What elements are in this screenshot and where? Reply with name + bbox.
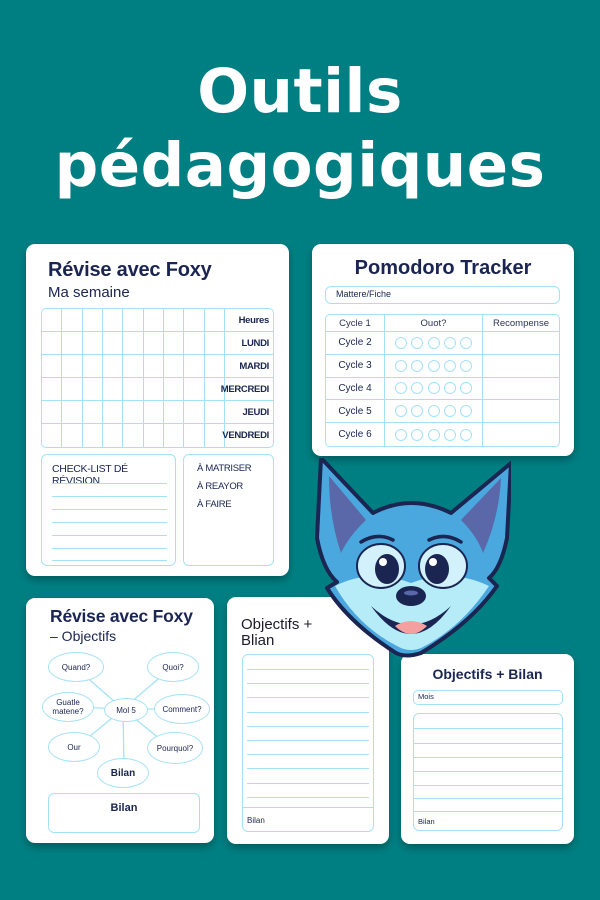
mind-map-node[interactable]: Pourquol? (147, 732, 203, 764)
mind-map-center[interactable]: Mol 5 (104, 698, 148, 722)
checklist-label: CHECK-LIST DÉ RÉVISION (52, 463, 128, 487)
mind-map (38, 646, 208, 791)
pomodoro-circle-icon[interactable] (395, 360, 407, 372)
pomodoro-circle-icon[interactable] (411, 429, 423, 441)
priority-list[interactable] (183, 454, 274, 566)
pomodoro-circle-icon[interactable] (460, 337, 472, 349)
mind-map-node[interactable]: Guatle matene? (42, 692, 94, 722)
reward-cell[interactable] (483, 355, 559, 378)
pomodoro-circle-icon[interactable] (428, 382, 440, 394)
card-title: Révise avec Foxy (50, 606, 193, 626)
objectives-monthly-card (401, 654, 574, 844)
pomodoro-circle-icon[interactable] (428, 337, 440, 349)
bilan-box[interactable] (48, 793, 200, 833)
title-line-1: Outils (197, 56, 403, 127)
pomodoro-circle-icon[interactable] (444, 405, 456, 417)
notes-area[interactable] (242, 654, 374, 832)
row-label: JEUDI (225, 401, 273, 424)
pomodoro-dots[interactable] (385, 423, 483, 446)
pomodoro-circle-icon[interactable] (460, 405, 472, 417)
checklist-line (52, 522, 167, 523)
weekly-planner-card (26, 244, 289, 576)
pomodoro-circle-icon[interactable] (411, 405, 423, 417)
checklist-line (52, 509, 167, 510)
row-label: MARDI (225, 355, 273, 378)
pomodoro-circle-icon[interactable] (428, 429, 440, 441)
fox-mascot-icon (311, 458, 511, 658)
pomodoro-circle-icon[interactable] (460, 360, 472, 372)
pomodoro-circle-icon[interactable] (411, 360, 423, 372)
notes-area[interactable] (413, 713, 563, 831)
card-title: Révise avec Foxy (48, 259, 212, 281)
pomodoro-circle-icon[interactable] (444, 360, 456, 372)
column-header: Ouot? (385, 315, 483, 332)
bilan-label: Bilan (247, 816, 265, 825)
reward-cell[interactable] (483, 378, 559, 401)
card-title: Objectifs + Bilan (432, 666, 543, 682)
objectives-mindmap-card (26, 598, 214, 843)
pomodoro-circle-icon[interactable] (395, 429, 407, 441)
checklist-line (52, 560, 167, 561)
reward-cell[interactable] (483, 423, 559, 446)
pomodoro-circle-icon[interactable] (411, 337, 423, 349)
row-label: LUNDI (225, 332, 273, 355)
pomodoro-dots[interactable] (385, 378, 483, 401)
bilan-label: Bilan (418, 817, 435, 826)
card-subtitle: – Objectifs (50, 628, 117, 644)
pomodoro-circle-icon[interactable] (395, 405, 407, 417)
pomodoro-circle-icon[interactable] (444, 429, 456, 441)
pomodoro-circle-icon[interactable] (460, 429, 472, 441)
card-title: Objectifs + Blian (241, 616, 313, 649)
pomodoro-circle-icon[interactable] (428, 360, 440, 372)
mind-map-node[interactable]: Our (48, 732, 100, 762)
pomodoro-circle-icon[interactable] (411, 382, 423, 394)
month-field[interactable]: Mois (413, 690, 563, 705)
pomodoro-circle-icon[interactable] (395, 382, 407, 394)
pomodoro-circle-icon[interactable] (428, 405, 440, 417)
card-title: Pomodoro Tracker (354, 257, 532, 279)
row-label: Heures (225, 309, 273, 332)
checklist-line (52, 496, 167, 497)
pomodoro-dots[interactable] (385, 355, 483, 378)
mind-map-node[interactable]: Quand? (48, 652, 104, 682)
pomodoro-circle-icon[interactable] (460, 382, 472, 394)
bilan-label: Bilan (110, 802, 138, 814)
card-subtitle: Ma semaine (48, 284, 130, 301)
row-label: MERCREDI (225, 378, 273, 401)
pomodoro-dots[interactable] (385, 332, 483, 355)
column-header: Cycle 1 (326, 315, 385, 332)
pomodoro-circle-icon[interactable] (395, 337, 407, 349)
reward-cell[interactable] (483, 400, 559, 423)
checklist-line (52, 483, 167, 484)
weekly-schedule-grid[interactable] (41, 308, 274, 448)
column-header: Recompense (483, 315, 559, 332)
cycle-label: Cycle 3 (326, 355, 385, 378)
priority-item: À MATRISER (197, 463, 252, 474)
mind-map-node[interactable]: Quoi? (147, 652, 199, 682)
pomodoro-tracker-card (312, 244, 574, 456)
checklist-line (52, 548, 167, 549)
mind-map-node[interactable]: Comment? (154, 694, 210, 724)
pomodoro-circle-icon[interactable] (444, 382, 456, 394)
cycle-label: Cycle 2 (326, 332, 385, 355)
mind-map-node[interactable]: Bilan (97, 758, 149, 788)
priority-item: À FAIRE (197, 499, 232, 510)
pomodoro-table (325, 314, 560, 447)
pomodoro-circle-icon[interactable] (444, 337, 456, 349)
cycle-label: Cycle 5 (326, 400, 385, 423)
cycle-label: Cycle 4 (326, 378, 385, 401)
page-title (0, 55, 600, 203)
reward-cell[interactable] (483, 332, 559, 355)
checklist-line (52, 535, 167, 536)
pomodoro-dots[interactable] (385, 400, 483, 423)
cycle-label: Cycle 6 (326, 423, 385, 446)
revision-checklist[interactable] (41, 454, 176, 566)
priority-item: À REAYOR (197, 481, 243, 492)
title-line-2: pédagogiques (54, 130, 546, 201)
row-label: VENDREDI (222, 430, 269, 441)
subject-field[interactable]: Mattere/Fiche (325, 286, 560, 304)
